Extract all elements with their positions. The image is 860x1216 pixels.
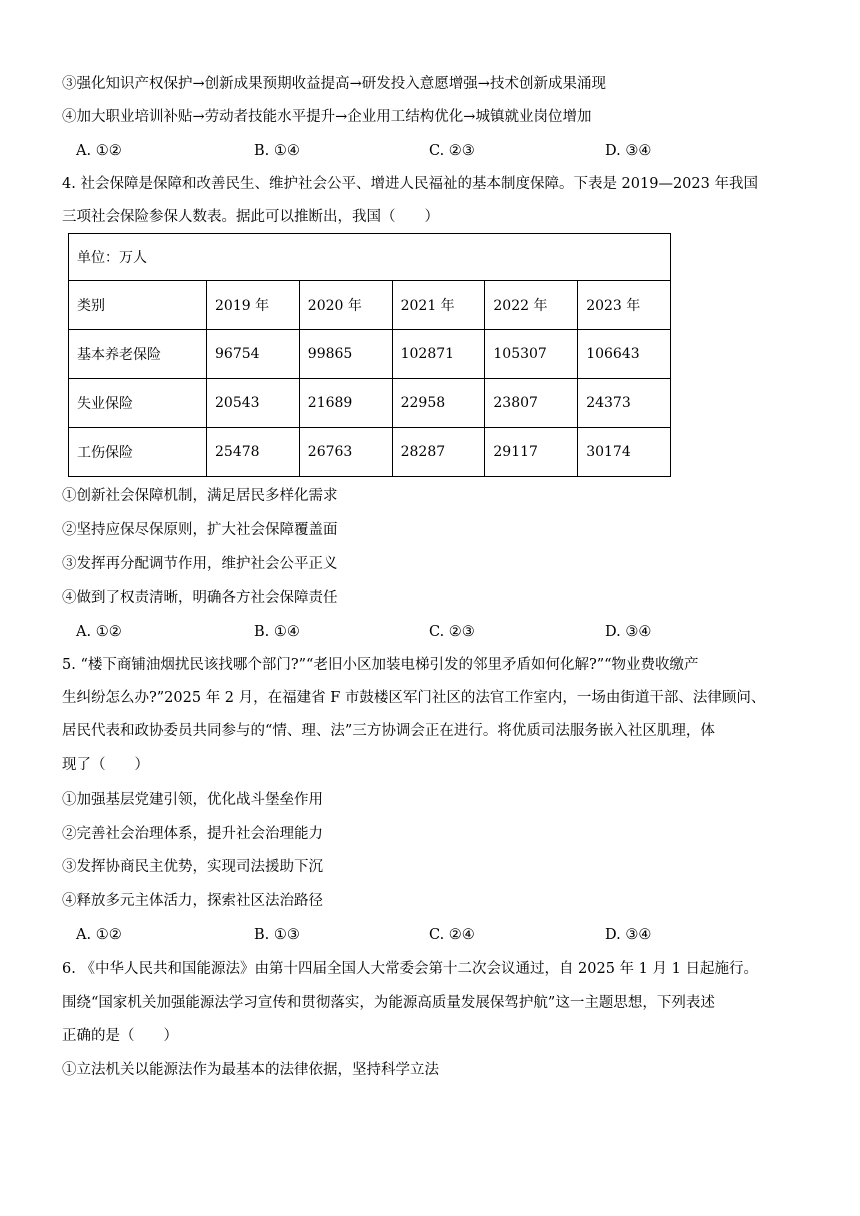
table-cell: 失业保险	[69, 379, 207, 428]
table-cell: 102871	[392, 330, 485, 379]
q3-options	[62, 141, 802, 161]
table-row	[69, 379, 671, 428]
table-cell: 22958	[392, 379, 485, 428]
table-header-cell: 2020 年	[299, 281, 392, 330]
q4-stem-line-2: 三项社会保险参保人数表。据此可以推断出，我国（ ）	[62, 209, 439, 225]
table-cell: 24373	[578, 379, 671, 428]
q3-option-c[interactable]: C. ②③	[429, 143, 475, 159]
table-row	[69, 428, 671, 477]
q4-option-d[interactable]: D. ③④	[605, 624, 652, 640]
q6-item-1: ①立法机关以能源法作为最基本的法律依据，坚持科学立法	[62, 1062, 439, 1078]
q5-options	[62, 925, 802, 945]
q5-option-b[interactable]: B. ①③	[254, 927, 300, 943]
q4-options	[62, 622, 802, 642]
q6-stem-line-3: 正确的是（ ）	[62, 1028, 178, 1044]
table-cell: 20543	[207, 379, 300, 428]
table-cell: 29117	[485, 428, 578, 477]
table-cell: 99865	[299, 330, 392, 379]
table-header-cell: 2019 年	[207, 281, 300, 330]
q5-stem-line-3: 居民代表和政协委员共同参与的“情、理、法”三方协调会正在进行。将优质司法服务嵌入社区肌理，体	[62, 723, 715, 739]
q4-stem-line-1: 4. 社会保障是保障和改善民生、维护社会公平、增进人民福祉的基本制度保障。下表是 2019—2023 年我国	[62, 176, 758, 192]
table-cell: 96754	[207, 330, 300, 379]
q3-item-4: ④加大职业培训补贴→劳动者技能水平提升→企业用工结构优化→城镇就业岗位增加	[62, 109, 592, 125]
q5-item-4: ④释放多元主体活力，探索社区法治路径	[62, 893, 323, 909]
q4-option-c[interactable]: C. ②③	[429, 624, 475, 640]
table-cell: 30174	[578, 428, 671, 477]
q6-stem-line-2: 围绕“国家机关加强能源法学习宣传和贯彻落实，为能源高质量发展保驾护航”这一主题思想，下列表述	[62, 995, 715, 1011]
q5-stem-line-4: 现了（ ）	[62, 757, 149, 773]
table-cell: 106643	[578, 330, 671, 379]
table-header-cell: 2021 年	[392, 281, 485, 330]
table-cell: 工伤保险	[69, 428, 207, 477]
q5-item-2: ②完善社会治理体系，提升社会治理能力	[62, 826, 323, 842]
table-cell: 28287	[392, 428, 485, 477]
q4-item-3: ③发挥再分配调节作用，维护社会公平正义	[62, 556, 338, 572]
q5-option-a[interactable]: A. ①②	[76, 927, 122, 943]
q3-option-d[interactable]: D. ③④	[605, 143, 652, 159]
table-cell: 21689	[299, 379, 392, 428]
q4-item-1: ①创新社会保障机制，满足居民多样化需求	[62, 488, 338, 504]
insurance-table	[68, 233, 671, 477]
q6-stem-line-1: 6. 《中华人民共和国能源法》由第十四届全国人大常委会第十二次会议通过，自 2025 年 1 月 1 日起施行。	[62, 961, 758, 977]
q5-item-3: ③发挥协商民主优势，实现司法援助下沉	[62, 859, 323, 875]
table-header-cell: 类别	[69, 281, 207, 330]
table-cell: 105307	[485, 330, 578, 379]
q4-option-a[interactable]: A. ①②	[76, 624, 122, 640]
table-cell: 23807	[485, 379, 578, 428]
q4-option-b[interactable]: B. ①④	[254, 624, 300, 640]
q5-stem-line-1: 5. “楼下商铺油烟扰民该找哪个部门?”“老旧小区加装电梯引发的邻里矛盾如何化解?”“物业费收缴产	[62, 657, 699, 673]
table-cell: 26763	[299, 428, 392, 477]
q5-option-d[interactable]: D. ③④	[605, 927, 652, 943]
q5-option-c[interactable]: C. ②④	[429, 927, 475, 943]
q4-item-4: ④做到了权责清晰，明确各方社会保障责任	[62, 590, 338, 606]
q3-item-3: ③强化知识产权保护→创新成果预期收益提高→研发投入意愿增强→技术创新成果涌现	[62, 76, 606, 92]
table-row	[69, 330, 671, 379]
table-header-cell: 2022 年	[485, 281, 578, 330]
table-unit: 单位：万人	[69, 234, 671, 281]
q3-option-b[interactable]: B. ①④	[254, 143, 300, 159]
q3-option-a[interactable]: A. ①②	[76, 143, 122, 159]
table-cell: 基本养老保险	[69, 330, 207, 379]
q5-item-1: ①加强基层党建引领，优化战斗堡垒作用	[62, 792, 323, 808]
table-unit-row	[69, 234, 671, 281]
table-header-cell: 2023 年	[578, 281, 671, 330]
table-cell: 25478	[207, 428, 300, 477]
q5-stem-line-2: 生纠纷怎么办?”2025 年 2 月，在福建省 F 市鼓楼区军门社区的法官工作室内，一场由街道干部、法律顾问、	[62, 690, 766, 706]
table-header-row	[69, 281, 671, 330]
q4-item-2: ②坚持应保尽保原则，扩大社会保障覆盖面	[62, 522, 338, 538]
